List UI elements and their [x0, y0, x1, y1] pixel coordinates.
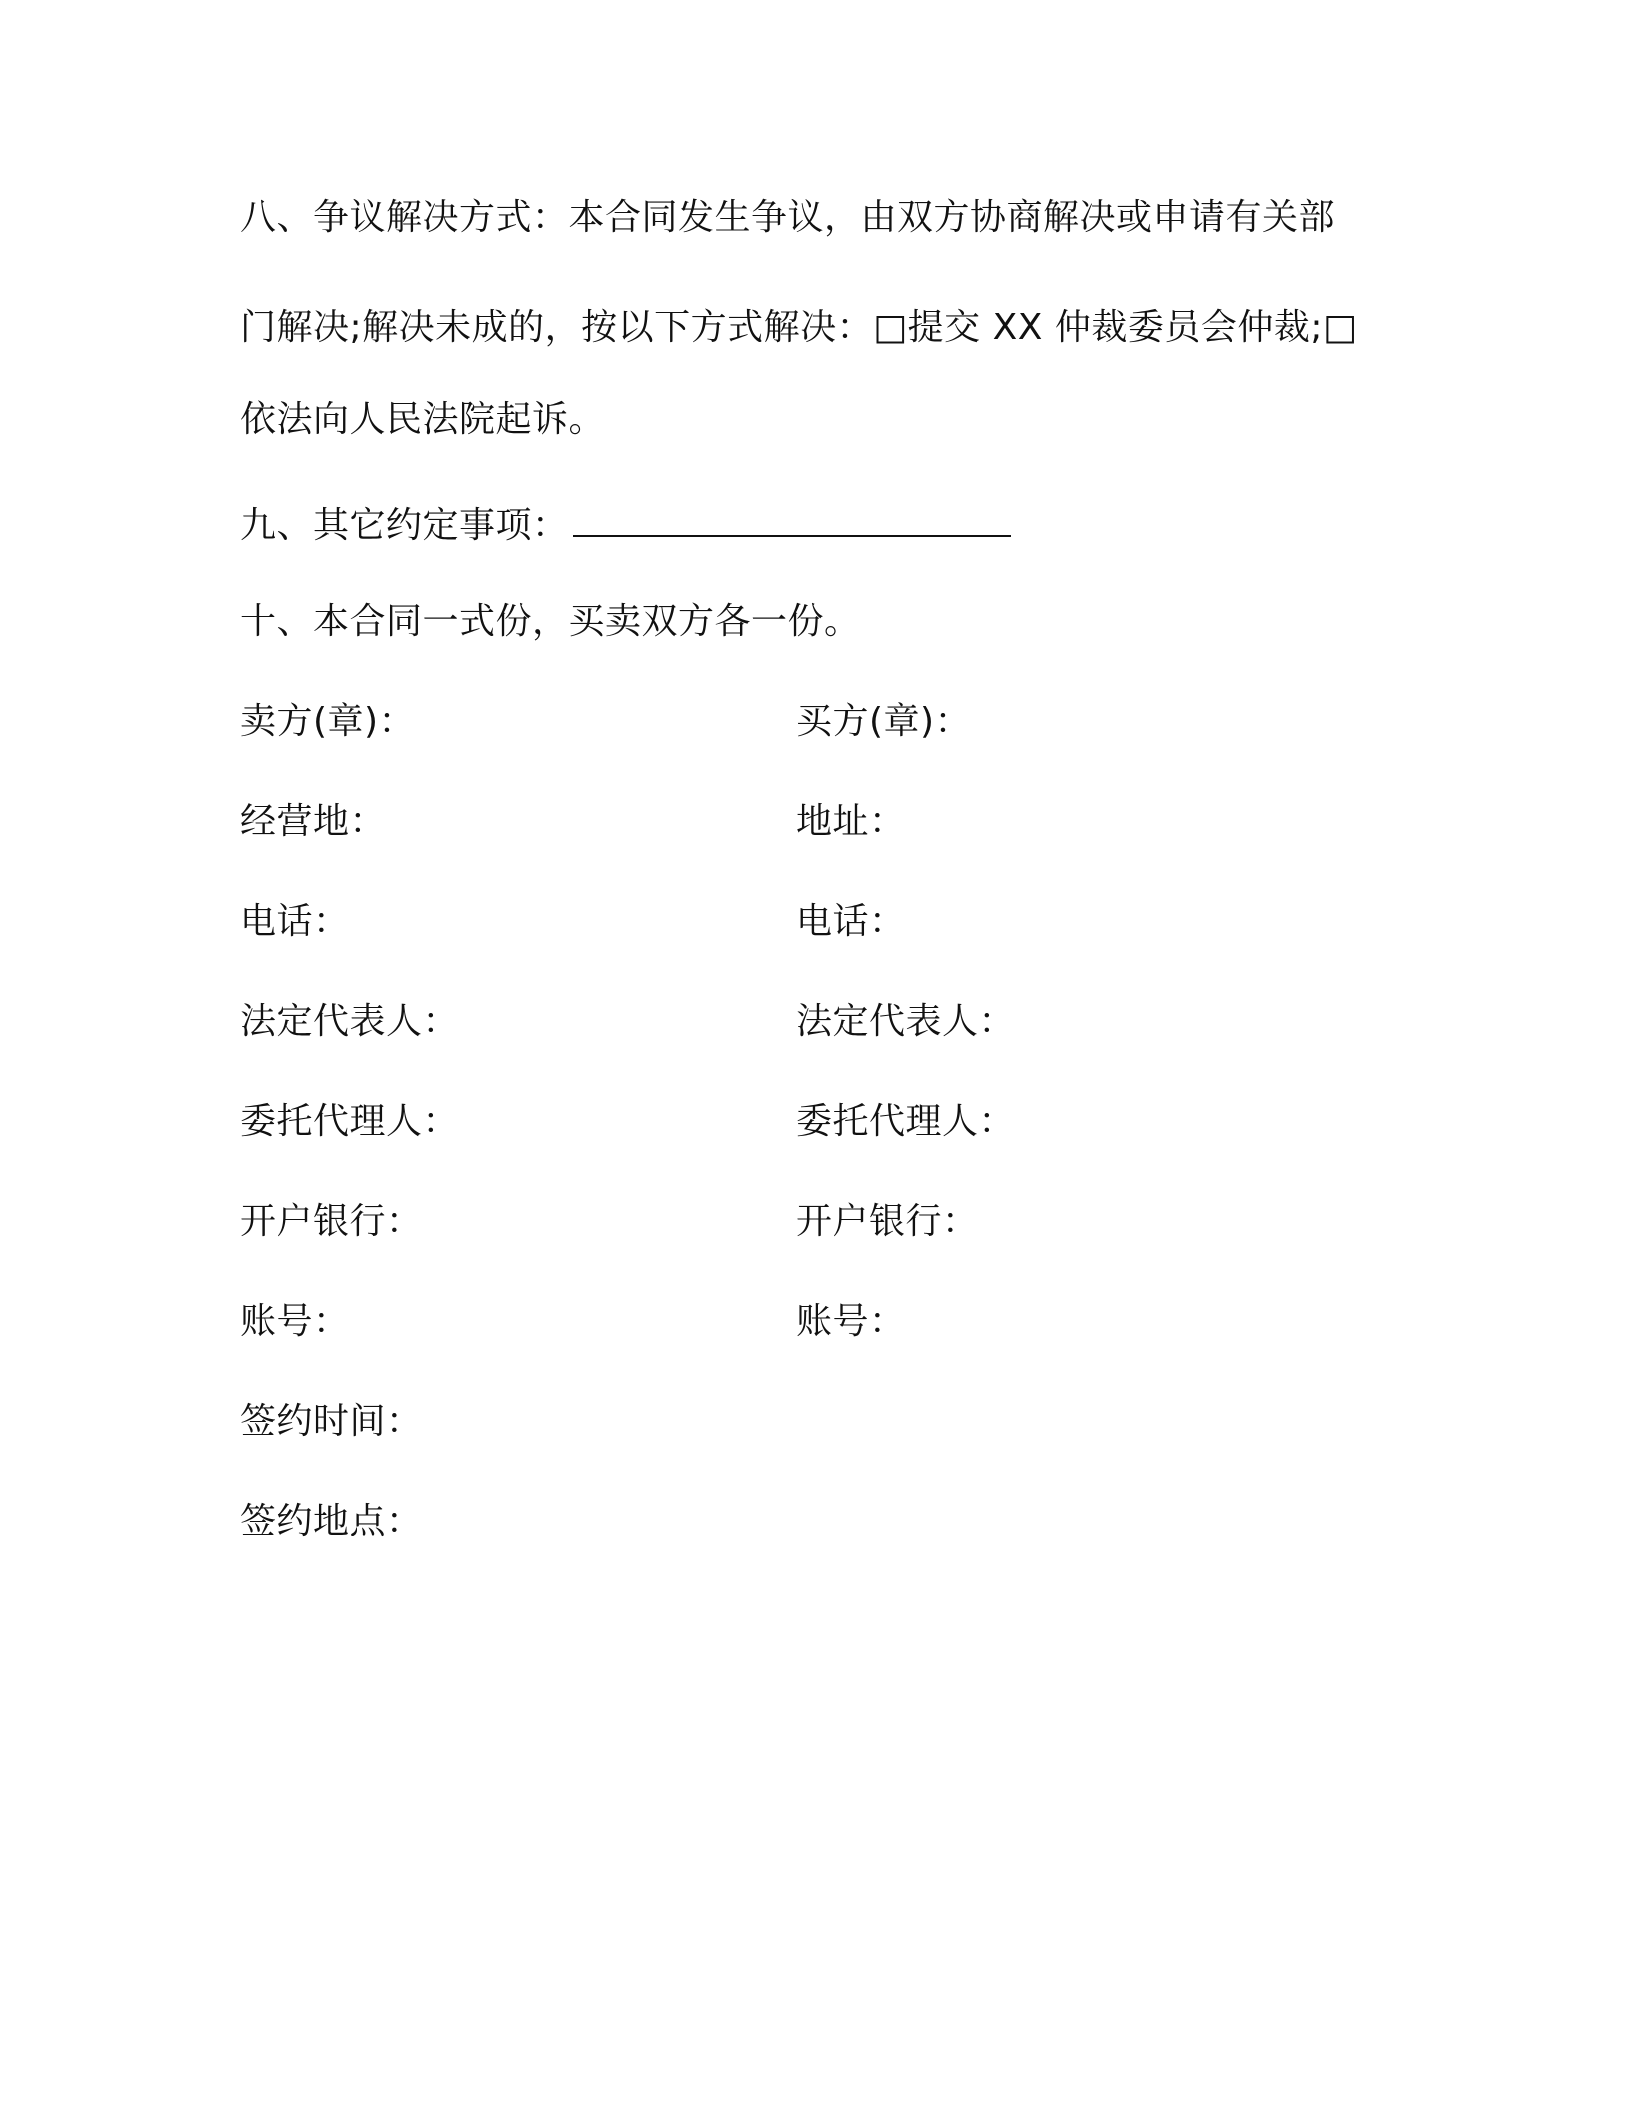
clause-9-blank-field[interactable] — [573, 505, 1011, 537]
buyer-phone-label: 电话： — [796, 901, 906, 942]
buyer-legal-rep-label: 法定代表人： — [796, 1001, 1016, 1042]
seller-party-label: 卖方(章)： — [240, 701, 416, 742]
clause-8-line-2: 门解决;解决未成的，按以下方式解决：□提交 XX 仲裁委员会仲裁;□ — [240, 307, 1358, 348]
clause-9-label: 九、其它约定事项： — [240, 505, 569, 546]
seller-bank-label: 开户银行： — [240, 1201, 423, 1242]
clause-8-line-3: 依法向人民法院起诉。 — [240, 399, 606, 440]
sign-place-label: 签约地点： — [240, 1501, 423, 1542]
clause-10: 十、本合同一式份，买卖双方各一份。 — [240, 601, 861, 642]
buyer-agent-label: 委托代理人： — [796, 1101, 1016, 1142]
seller-agent-label: 委托代理人： — [240, 1101, 460, 1142]
seller-address-label: 经营地： — [240, 801, 387, 842]
seller-phone-label: 电话： — [240, 901, 350, 942]
buyer-address-label: 地址： — [796, 801, 906, 842]
clause-9 — [240, 504, 1011, 548]
seller-legal-rep-label: 法定代表人： — [240, 1001, 460, 1042]
buyer-account-label: 账号： — [796, 1301, 906, 1342]
sign-time-label: 签约时间： — [240, 1401, 423, 1442]
buyer-bank-label: 开户银行： — [796, 1201, 979, 1242]
clause-8-line-1: 八、争议解决方式：本合同发生争议，由双方协商解决或申请有关部 — [240, 197, 1336, 238]
buyer-party-label: 买方(章)： — [796, 701, 972, 742]
seller-account-label: 账号： — [240, 1301, 350, 1342]
